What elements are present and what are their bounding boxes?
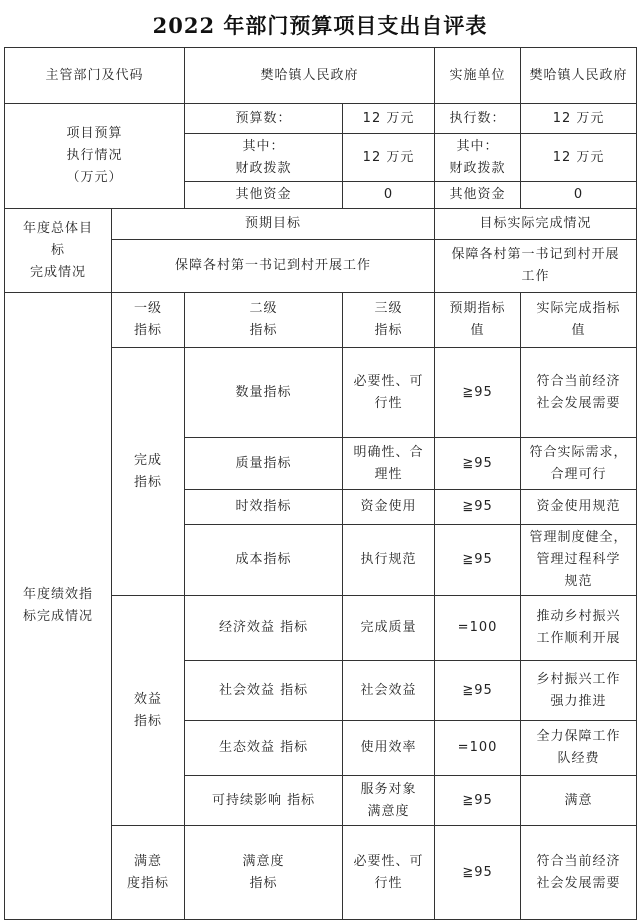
actual-value-cell: 乡村振兴工作 强力推进	[521, 661, 637, 721]
expected-goal-text: 保障各村第一书记到村开展工作	[112, 240, 435, 293]
table-row	[5, 209, 637, 240]
level2-cell: 可持续影响 指标	[185, 776, 343, 826]
expected-value-cell: ≧95	[435, 348, 521, 438]
col-level3-header: 三级 指标	[343, 293, 435, 348]
expected-value-cell: ≧95	[435, 525, 521, 596]
level3-cell: 明确性、合 理性	[343, 438, 435, 490]
actual-value-cell: 符合实际需求， 合理可行	[521, 438, 637, 490]
other-funds-exec: 0	[521, 182, 637, 209]
page-title: 2022 年部门预算项目支出自评表	[152, 13, 488, 38]
level2-cell: 时效指标	[185, 490, 343, 525]
level3-cell: 必要性、可 行性	[343, 826, 435, 920]
actual-goal-header: 目标实际完成情况	[435, 209, 637, 240]
budget-value: 12 万元	[343, 104, 435, 134]
actual-value-cell: 符合当前经济 社会发展需要	[521, 348, 637, 438]
budget-label: 预算数：	[185, 104, 343, 134]
level3-cell: 资金使用	[343, 490, 435, 525]
fiscal-label-2: 其中： 财政拨款	[435, 134, 521, 182]
col-level1-header: 一级 指标	[112, 293, 185, 348]
level2-cell: 成本指标	[185, 525, 343, 596]
expected-value-cell: ≧95	[435, 826, 521, 920]
other-funds-budget: 0	[343, 182, 435, 209]
level2-cell: 社会效益 指标	[185, 661, 343, 721]
level3-cell: 社会效益	[343, 661, 435, 721]
level3-cell: 执行规范	[343, 525, 435, 596]
expected-value-cell: ≧95	[435, 776, 521, 826]
col-actual-header: 实际完成指标 值	[521, 293, 637, 348]
actual-value-cell: 资金使用规范	[521, 490, 637, 525]
group-completion-label: 完成 指标	[112, 348, 185, 596]
actual-value-cell: 管理制度健全， 管理过程科学 规范	[521, 525, 637, 596]
other-funds-label-2: 其他资金	[435, 182, 521, 209]
expected-value-cell: =100	[435, 596, 521, 661]
col-expected-header: 预期指标 值	[435, 293, 521, 348]
goals-section-label: 年度总体目 标 完成情况	[5, 209, 112, 293]
actual-value-cell: 符合当前经济 社会发展需要	[521, 826, 637, 920]
level2-cell: 满意度 指标	[185, 826, 343, 920]
actual-goal-text: 保障各村第一书记到村开展 工作	[435, 240, 637, 293]
other-funds-label: 其他资金	[185, 182, 343, 209]
impl-value: 樊哈镇人民政府	[521, 48, 637, 104]
actual-value-cell: 全力保障工作 队经费	[521, 721, 637, 776]
evaluation-table	[4, 47, 637, 920]
table-row	[5, 293, 637, 348]
level2-cell: 生态效益 指标	[185, 721, 343, 776]
level3-cell: 使用效率	[343, 721, 435, 776]
level3-cell: 完成质量	[343, 596, 435, 661]
expected-goal-header: 预期目标	[112, 209, 435, 240]
table-row	[5, 48, 637, 104]
actual-value-cell: 满意	[521, 776, 637, 826]
exec-value: 12 万元	[521, 104, 637, 134]
performance-section-label: 年度绩效指 标完成情况	[5, 293, 112, 920]
budget-section-label: 项目预算 执行情况 （万元）	[5, 104, 185, 209]
expected-value-cell: ≧95	[435, 661, 521, 721]
exec-label: 执行数：	[435, 104, 521, 134]
level2-cell: 质量指标	[185, 438, 343, 490]
group-benefit-label: 效益 指标	[112, 596, 185, 826]
fiscal-label: 其中： 财政拨款	[185, 134, 343, 182]
fiscal-exec-value: 12 万元	[521, 134, 637, 182]
fiscal-budget-value: 12 万元	[343, 134, 435, 182]
expected-value-cell: ≧95	[435, 490, 521, 525]
level3-cell: 服务对象 满意度	[343, 776, 435, 826]
actual-value-cell: 推动乡村振兴 工作顺利开展	[521, 596, 637, 661]
impl-label: 实施单位	[435, 48, 521, 104]
group-satisfaction-label: 满意 度指标	[112, 826, 185, 920]
expected-value-cell: =100	[435, 721, 521, 776]
col-level2-header: 二级 指标	[185, 293, 343, 348]
level3-cell: 必要性、可 行性	[343, 348, 435, 438]
level2-cell: 数量指标	[185, 348, 343, 438]
table-row	[5, 104, 637, 134]
dept-label: 主管部门及代码	[5, 48, 185, 104]
level2-cell: 经济效益 指标	[185, 596, 343, 661]
expected-value-cell: ≧95	[435, 438, 521, 490]
dept-value: 樊哈镇人民政府	[185, 48, 435, 104]
